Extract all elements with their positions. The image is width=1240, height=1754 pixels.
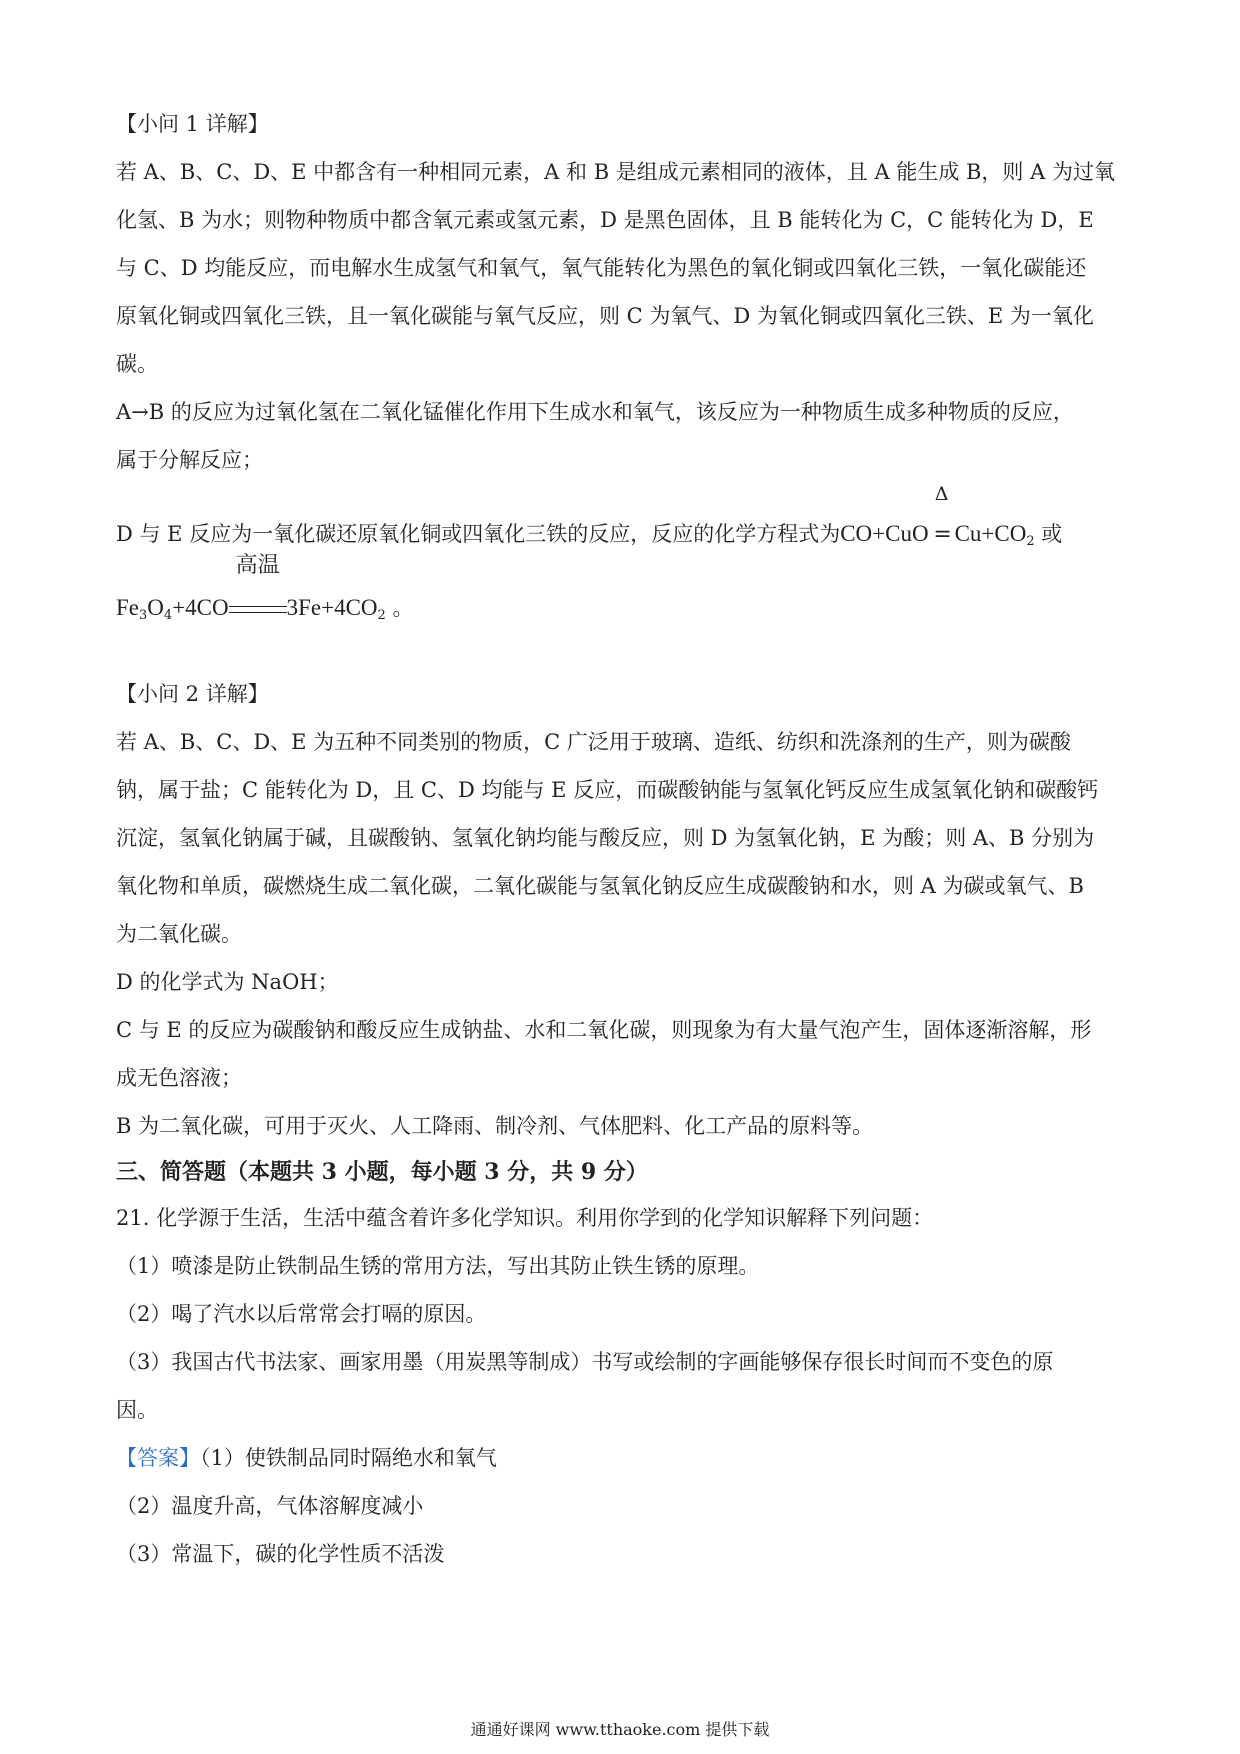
q2-heading: 【小问 2 详解】 bbox=[116, 682, 269, 706]
eq2-equals-sign bbox=[229, 606, 287, 613]
eq2-end: 。 bbox=[385, 596, 414, 620]
eq1-condition-delta: Δ bbox=[934, 483, 949, 505]
q21-item2: （2）喝了汽水以后常常会打嗝的原因。 bbox=[116, 1302, 487, 1326]
q2-para1-line2: 钠，属于盐；C 能转化为 D，且 C、D 均能与 E 反应，而碳酸钠能与氢氧化钙反应生成氢氧化钠和碳酸钙 bbox=[116, 778, 1099, 802]
q2-para1-line5: 为二氧化碳。 bbox=[116, 922, 242, 946]
eq2-sub3: 3 bbox=[139, 608, 148, 623]
eq1-equals-sign: = bbox=[933, 522, 950, 547]
eq1-condition bbox=[929, 483, 955, 559]
eq2-right-subscript: 2 bbox=[377, 608, 386, 623]
eq1-right-subscript: 2 bbox=[1026, 534, 1035, 549]
eq1-or: 或 bbox=[1034, 522, 1063, 546]
eq2-condition bbox=[229, 553, 287, 628]
q1-para1-line3: 与 C、D 均能反应，而电解水生成氢气和氧气，氧气能转化为黑色的氧化铜或四氧化三铁，一氧化碳能还 bbox=[116, 256, 1087, 280]
eq2-left: +4CO bbox=[172, 595, 229, 620]
q21-item3-line2: 因。 bbox=[116, 1398, 158, 1422]
q1-para3-text: D 与 E 反应为一氧化碳还原氧化铜或四氧化三铁的反应，反应的化学方程式为 bbox=[116, 522, 841, 546]
q2-para2: D 的化学式为 NaOH； bbox=[116, 970, 339, 994]
answer-tag: 【答案】 bbox=[116, 1446, 200, 1470]
q2-para1-line3: 沉淀，氢氧化钠属于碱，且碳酸钠、氢氧化钠均能与酸反应，则 D 为氢氧化钠，E 为酸；则 A、B 分别为 bbox=[116, 826, 1095, 850]
q1-para2-line1: A→B 的反应为过氧化氢在二氧化锰催化作用下生成水和氧气，该反应为一种物质生成多种物质的反应， bbox=[116, 400, 1074, 424]
eq2-o: O bbox=[147, 595, 164, 620]
q21-stem: 21. 化学源于生活，生活中蕴含着许多化学知识。利用你学到的化学知识解释下列问题： bbox=[116, 1206, 934, 1230]
q1-para1-line2: 化氢、B 为水；则物种物质中都含氧元素或氢元素，D 是黑色固体，且 B 能转化为 C，C 能转化为 D，E bbox=[116, 208, 1094, 232]
q1-para1-line4: 原氧化铜或四氧化三铁，且一氧化碳能与氧气反应，则 C 为氧气、D 为氧化铜或四氧化三铁、E 为一氧化 bbox=[116, 304, 1094, 328]
q21-item1: （1）喷漆是防止铁制品生锈的常用方法，写出其防止铁生锈的原理。 bbox=[116, 1254, 760, 1278]
q21-item3-line1: （3）我国古代书法家、画家用墨（用炭黑等制成）书写或绘制的字画能够保存很长时间而不变色的原 bbox=[116, 1350, 1054, 1374]
page-footer: 通通好课网 www.tthaoke.com 提供下载 bbox=[470, 1720, 770, 1739]
q1-equation-2 bbox=[116, 553, 1136, 656]
q1-para1-line5: 碳。 bbox=[116, 352, 158, 376]
q21-answer2: （2）温度升高，气体溶解度减小 bbox=[116, 1494, 424, 1518]
q2-para4: B 为二氧化碳，可用于灭火、人工降雨、制冷剂、气体肥料、化工产品的原料等。 bbox=[116, 1114, 874, 1138]
q2-para1-line4: 氧化物和单质，碳燃烧生成二氧化碳，二氧化碳能与氢氧化钠反应生成碳酸钠和水，则 A 为碳或氧气、B bbox=[116, 874, 1084, 898]
document-content bbox=[116, 100, 1136, 1578]
q21-answer1 bbox=[116, 1434, 1136, 1482]
eq2-sub4: 4 bbox=[163, 608, 173, 623]
eq1-left: CO+CuO bbox=[840, 521, 929, 546]
eq2-fe: Fe bbox=[116, 595, 139, 620]
q21-answer1-text: （1）使铁制品同时隔绝水和氧气 bbox=[200, 1446, 497, 1470]
q1-para1-line1: 若 A、B、C、D、E 中都含有一种相同元素，A 和 B 是组成元素相同的液体，且 A 能生成 B，则 A 为过氧 bbox=[116, 160, 1115, 184]
q1-para2-line2: 属于分解反应； bbox=[116, 448, 263, 472]
eq1-right: Cu+CO bbox=[954, 521, 1027, 546]
q2-para3-line2: 成无色溶液； bbox=[116, 1066, 242, 1090]
q1-heading: 【小问 1 详解】 bbox=[116, 112, 269, 136]
q2-para3-line1: C 与 E 的反应为碳酸钠和酸反应生成钠盐、水和二氧化碳，则现象为有大量气泡产生，固体逐渐溶解，形 bbox=[116, 1018, 1092, 1042]
q2-para1-line1: 若 A、B、C、D、E 为五种不同类别的物质，C 广泛用于玻璃、造纸、纺织和洗涤剂的生产，则为碳酸 bbox=[116, 730, 1071, 754]
q1-para3-equation-1 bbox=[116, 484, 1136, 562]
eq2-right: 3Fe+4CO bbox=[286, 595, 378, 620]
q21-answer3: （3）常温下，碳的化学性质不活泼 bbox=[116, 1542, 445, 1566]
section-3-title: 三、简答题（本题共 3 小题，每小题 3 分，共 9 分） bbox=[116, 1159, 648, 1185]
eq2-condition-text: 高温 bbox=[235, 553, 280, 578]
